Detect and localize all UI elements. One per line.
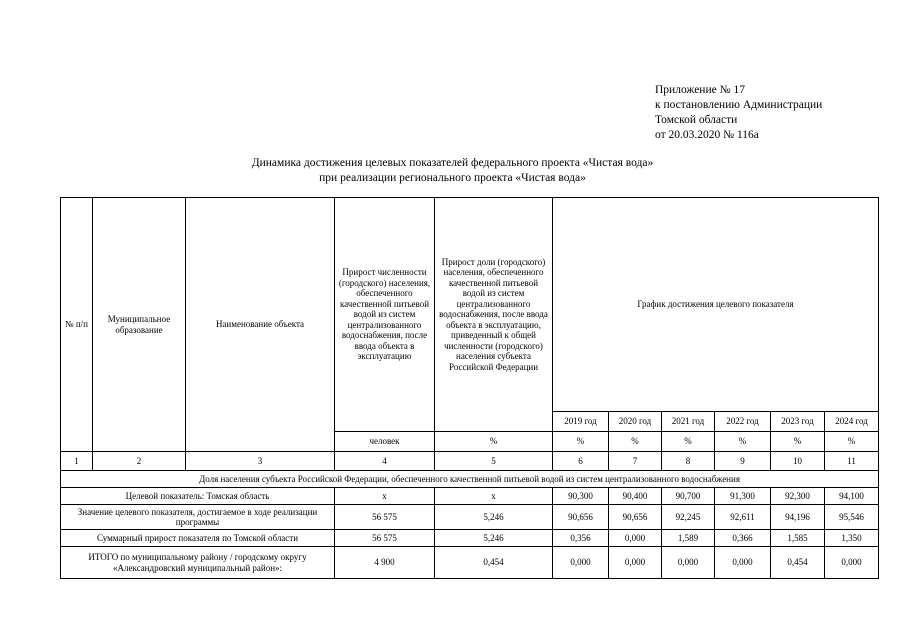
- title-line: Динамика достижения целевых показателей федерального проекта «Чистая вода»: [251, 157, 654, 169]
- row-year-value: 0,000: [662, 547, 715, 579]
- row-year-value: 1,589: [662, 530, 715, 547]
- row-year-value: 94,196: [771, 505, 825, 530]
- column-number: 8: [662, 452, 715, 471]
- header-municipality: Муниципальное образование: [93, 198, 186, 452]
- row-year-value: 92,611: [715, 505, 771, 530]
- row-label: ИТОГО по муниципальному району / городскому округу «Александровский муниципальный район»:: [61, 547, 335, 579]
- row-year-value: 1,585: [771, 530, 825, 547]
- header-year: 2022 год: [715, 412, 771, 432]
- unit-percent: %: [609, 432, 662, 452]
- row-year-value: 95,546: [825, 505, 879, 530]
- header-year: 2021 год: [662, 412, 715, 432]
- column-number: 6: [553, 452, 609, 471]
- row-year-value: 1,350: [825, 530, 879, 547]
- row-share: 5,246: [435, 530, 553, 547]
- column-number: 2: [93, 452, 186, 471]
- row-year-value: 92,300: [771, 488, 825, 505]
- row-year-value: 0,000: [553, 547, 609, 579]
- column-number: 7: [609, 452, 662, 471]
- row-share: x: [435, 488, 553, 505]
- row-year-value: 90,700: [662, 488, 715, 505]
- row-year-value: 90,656: [553, 505, 609, 530]
- row-year-value: 0,454: [771, 547, 825, 579]
- unit-percent: %: [825, 432, 879, 452]
- header-num: № п/п: [61, 198, 93, 452]
- column-numbers-row: [61, 452, 879, 471]
- row-year-value: 0,366: [715, 530, 771, 547]
- row-label: Целевой показатель: Томская область: [61, 488, 335, 505]
- section-title: Доля населения субъекта Российской Федерации, обеспеченного качественной питьевой водой из систем централизованного водоснабжения: [61, 471, 879, 488]
- row-year-value: 90,400: [609, 488, 662, 505]
- row-people: 56 575: [335, 505, 435, 530]
- column-number: 11: [825, 452, 879, 471]
- column-number: 9: [715, 452, 771, 471]
- unit-percent: %: [435, 432, 553, 452]
- row-year-value: 0,000: [825, 547, 879, 579]
- appendix-line: от 20.03.2020 № 116а: [655, 129, 759, 141]
- header-growth-people: Прирост численности (городского) населения, обеспеченного качественной питьевой водой из систем централизованного водоснабжения, после ввода объекта в эксплуатацию: [335, 198, 435, 432]
- document-title: [0, 156, 905, 186]
- row-year-value: 94,100: [825, 488, 879, 505]
- row-people: x: [335, 488, 435, 505]
- row-label: Значение целевого показателя, достигаемое в ходе реализации программы: [61, 505, 335, 530]
- row-year-value: 91,300: [715, 488, 771, 505]
- unit-percent: %: [662, 432, 715, 452]
- header-year: 2020 год: [609, 412, 662, 432]
- column-number: 5: [435, 452, 553, 471]
- row-year-value: 90,656: [609, 505, 662, 530]
- row-share: 0,454: [435, 547, 553, 579]
- table-row: [61, 547, 879, 579]
- title-line: при реализации регионального проекта «Чистая вода»: [319, 172, 586, 184]
- appendix-line: Приложение № 17: [655, 84, 745, 96]
- unit-percent: %: [771, 432, 825, 452]
- appendix-line: Томской области: [655, 114, 738, 126]
- row-share: 5,246: [435, 505, 553, 530]
- header-schedule: График достижения целевого показателя: [553, 198, 879, 412]
- header-year: 2019 год: [553, 412, 609, 432]
- row-year-value: 0,000: [609, 547, 662, 579]
- row-people: 4 900: [335, 547, 435, 579]
- row-label: Суммарный прирост показателя по Томской области: [61, 530, 335, 547]
- section-row: [61, 471, 879, 488]
- column-number: 10: [771, 452, 825, 471]
- appendix-header: [655, 83, 822, 143]
- unit-people: человек: [335, 432, 435, 452]
- indicator-table: [60, 197, 879, 579]
- row-year-value: 0,000: [609, 530, 662, 547]
- table-row: [61, 488, 879, 505]
- column-number: 4: [335, 452, 435, 471]
- header-year: 2023 год: [771, 412, 825, 432]
- unit-percent: %: [715, 432, 771, 452]
- row-year-value: 0,356: [553, 530, 609, 547]
- column-number: 3: [186, 452, 335, 471]
- header-object: Наименование объекта: [186, 198, 335, 452]
- table-row: [61, 505, 879, 530]
- appendix-line: к постановлению Администрации: [655, 99, 823, 111]
- header-row: [61, 198, 879, 412]
- table-row: [61, 530, 879, 547]
- row-year-value: 92,245: [662, 505, 715, 530]
- row-people: 56 575: [335, 530, 435, 547]
- row-year-value: 90,300: [553, 488, 609, 505]
- row-year-value: 0,000: [715, 547, 771, 579]
- unit-percent: %: [553, 432, 609, 452]
- column-number: 1: [61, 452, 93, 471]
- header-growth-share: Прирост доли (городского) населения, обеспеченного качественной питьевой водой из систем централизованного водоснабжения, после ввода объекта в эксплуатацию, приведенный к общей численности (городского) населения субъекта Российской Федерации: [435, 198, 553, 432]
- header-year: 2024 год: [825, 412, 879, 432]
